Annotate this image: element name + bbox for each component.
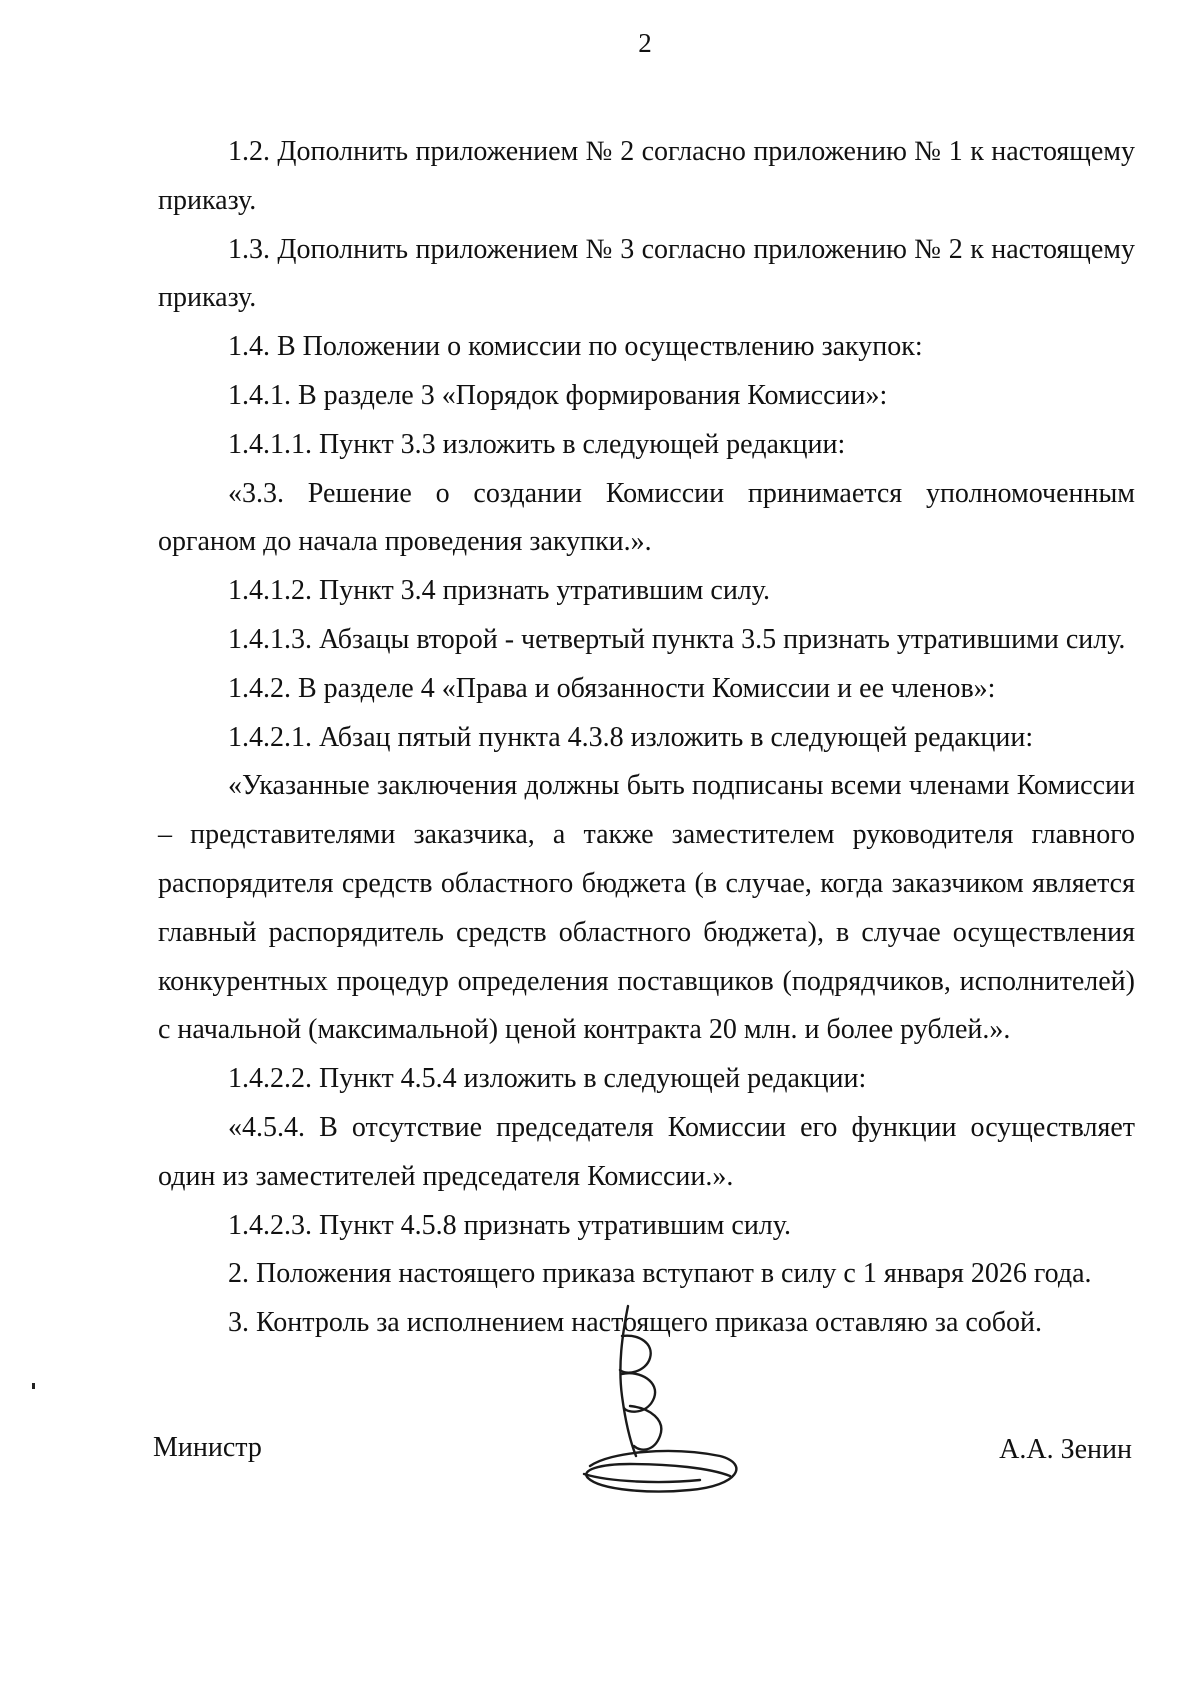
quote-4-5-4: «4.5.4. В отсутствие председателя Комиссии его функции осуществляет один из заместителей председателя Комиссии.». bbox=[158, 1111, 1135, 1192]
paragraph-1-4-1: 1.4.1. В разделе 3 «Порядок формирования Комиссии»: bbox=[228, 379, 888, 411]
document-body bbox=[158, 128, 1135, 1406]
quote-3-3: «3.3. Решение о создании Комиссии принимается уполномоченным органом до начала проведения закупки.». bbox=[158, 477, 1135, 558]
handwritten-signature bbox=[570, 1296, 770, 1526]
paragraph-1-4-2-1: 1.4.2.1. Абзац пятый пункта 4.3.8 изложить в следующей редакции: bbox=[228, 721, 1034, 753]
paragraph-3: 3. Контроль за исполнением настоящего приказа оставляю за собой. bbox=[228, 1307, 1043, 1339]
paragraph-1-4-1-2: 1.4.1.2. Пункт 3.4 признать утратившим силу. bbox=[228, 575, 770, 607]
paragraph-1-3: 1.3. Дополнить приложением № 3 согласно приложению № 2 к настоящему приказу. bbox=[158, 233, 1135, 314]
paragraph-1-4-2-3: 1.4.2.3. Пункт 4.5.8 признать утратившим силу. bbox=[228, 1209, 791, 1241]
paragraph-1-4-2: 1.4.2. В разделе 4 «Права и обязанности Комиссии и ее членов»: bbox=[228, 672, 996, 704]
quote-4-3-8: «Указанные заключения должны быть подписаны всеми членами Комиссии – представителями заказчика, а также заместителем руководителя главного распорядителя средств областного бюджета (в случае, когда заказчиком является главный распорядитель средств областного бюджета), в случае осуществления конкурентных процедур определения поставщиков (подрядчиков, исполнителей) с начальной (максимальной) ценой контракта 20 млн. и более рублей.». bbox=[158, 770, 1135, 1046]
paragraph-1-4-1-1: 1.4.1.1. Пункт 3.3 изложить в следующей редакции: bbox=[228, 428, 846, 460]
paragraph-1-2: 1.2. Дополнить приложением № 2 согласно приложению № 1 к настоящему приказу. bbox=[158, 136, 1135, 216]
paragraph-2: 2. Положения настоящего приказа вступают в силу с 1 января 2026 года. bbox=[228, 1258, 1092, 1290]
paragraph-1-4-2-2: 1.4.2.2. Пункт 4.5.4 изложить в следующей редакции: bbox=[228, 1063, 867, 1095]
signatory-name: А.А. Зенин bbox=[999, 1434, 1132, 1465]
paragraph-1-4: 1.4. В Положении о комиссии по осуществлению закупок: bbox=[228, 331, 923, 363]
page-number: 2 bbox=[638, 28, 652, 58]
scan-artifact-dot bbox=[32, 1383, 35, 1389]
signatory-title: Министр bbox=[153, 1432, 262, 1463]
paragraph-1-4-1-3: 1.4.1.3. Абзацы второй - четвертый пункта 3.5 признать утратившими силу. bbox=[228, 623, 1126, 655]
